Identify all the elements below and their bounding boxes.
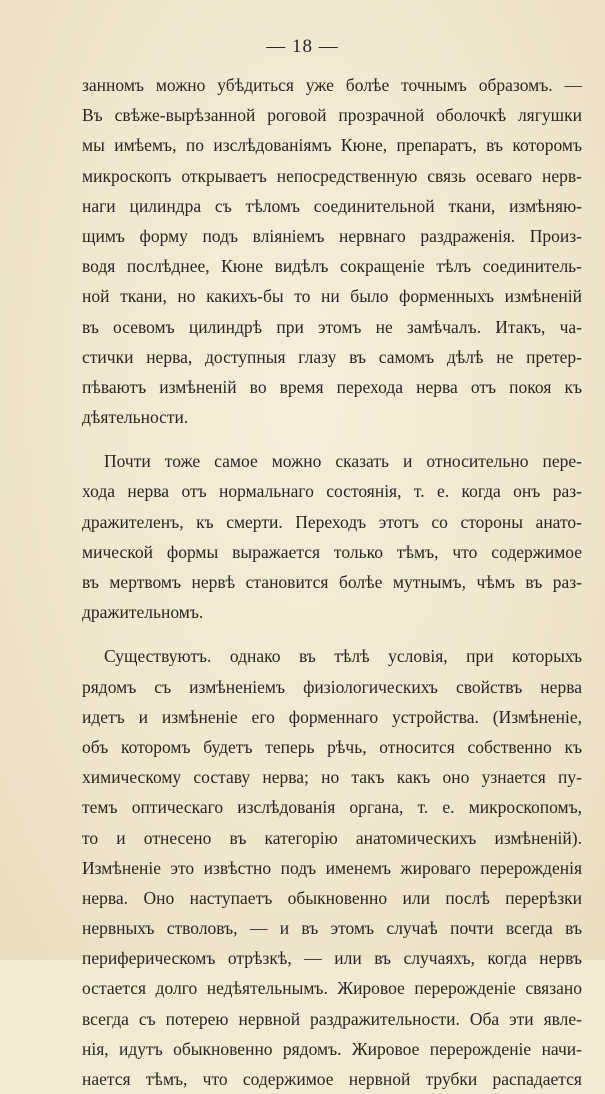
text-line: рядомъ съ измѣненіемъ физіологическихъ свойствъ нерва bbox=[82, 676, 582, 697]
text-line: нія, идутъ обыкновенно рядомъ. Жировое перерожденіе начи- bbox=[82, 1038, 582, 1059]
text-line: дражительномъ. bbox=[82, 602, 204, 623]
text-line: хода нерва отъ нормальнаго состоянія, т. е. когда онъ раз- bbox=[82, 481, 582, 502]
text-line: въ мертвомъ нервѣ становится болѣе мутнымъ, чѣмъ въ раз- bbox=[82, 572, 582, 592]
text-line: нерва. Оно наступаетъ обыкновенно или послѣ перерѣзки bbox=[82, 887, 582, 908]
text-line: дѣятельности. bbox=[82, 407, 189, 428]
text-line: нается тѣмъ, что содержимое нервной трубки распадается bbox=[82, 1069, 582, 1089]
text-line: мы имѣемъ, по изслѣдованіямъ Кюне, препаратъ, въ которомъ bbox=[82, 135, 582, 156]
text-line: мической формы выражается только тѣмъ, что содержимое bbox=[82, 541, 582, 562]
text-line: пѣваютъ измѣненій во время перехода нерва отъ покоя къ bbox=[82, 376, 582, 397]
text-line: объ которомъ будетъ теперь рѣчь, относится собственно къ bbox=[82, 736, 582, 757]
text-line: химическому составу нерва; но такъ какъ оно узнается пу- bbox=[82, 767, 582, 788]
text-line: идетъ и измѣненіе его форменнаго устройства. (Измѣненіе, bbox=[82, 706, 582, 727]
text-line: Существуютъ. однако въ тѣлѣ условія, при которыхъ bbox=[104, 646, 582, 667]
body-text bbox=[82, 70, 582, 1094]
text-line: дражителенъ, къ смерти. Переходъ этотъ со стороны анато- bbox=[82, 511, 582, 532]
paragraph-gap bbox=[82, 432, 582, 446]
text-line: нервныхъ стволовъ, — и въ этомъ случаѣ почти всегда въ bbox=[82, 918, 582, 939]
text-line: наги цилиндра съ тѣломъ соединительной ткани, измѣняю- bbox=[82, 195, 582, 216]
paragraph-gap bbox=[82, 627, 582, 641]
page-number: — 18 — bbox=[266, 36, 339, 57]
text-line: микроскопъ открываетъ непосредственную связь осеваго нерв- bbox=[82, 165, 582, 186]
text-line: периферическомъ отрѣзкѣ, — или въ случаяхъ, когда нервъ bbox=[82, 948, 582, 969]
text-line: Измѣненіе это извѣстно подъ именемъ жироваго перерожденія bbox=[82, 857, 582, 878]
text-line: Почти тоже самое можно сказать и относительно пере- bbox=[104, 451, 582, 472]
text-line: занномъ можно убѣдиться уже болѣе точнымъ образомъ. — bbox=[82, 75, 582, 95]
text-line: Въ свѣже-вырѣзанной роговой прозрачной оболочкѣ лягушки bbox=[82, 105, 582, 126]
text-line: ной ткани, но какихъ-бы то ни было форменныхъ измѣненій bbox=[82, 286, 582, 307]
text-line: всегда съ потерею нервной раздражительности. Оба эти явле- bbox=[82, 1008, 582, 1029]
text-line: щимъ форму подъ вліяніемъ нервнаго раздраженія. Произ- bbox=[82, 225, 582, 246]
text-line: стички нерва, доступныя глазу въ самомъ дѣлѣ не претер- bbox=[82, 346, 582, 367]
text-line: остается долго недѣятельнымъ. Жировое перерожденіе связано bbox=[82, 978, 582, 999]
text-line: темъ оптическаго изслѣдованія органа, т. е. микроскопомъ, bbox=[82, 797, 582, 818]
text-line: то и отнесено въ категорію анатомическихъ измѣненій). bbox=[82, 827, 582, 848]
text-line: водя послѣднее, Кюне видѣлъ сокращеніе тѣлъ соединитель- bbox=[82, 256, 582, 277]
text-line: въ осевомъ цилиндрѣ при этомъ не замѣчалъ. Итакъ, ча- bbox=[82, 316, 582, 337]
